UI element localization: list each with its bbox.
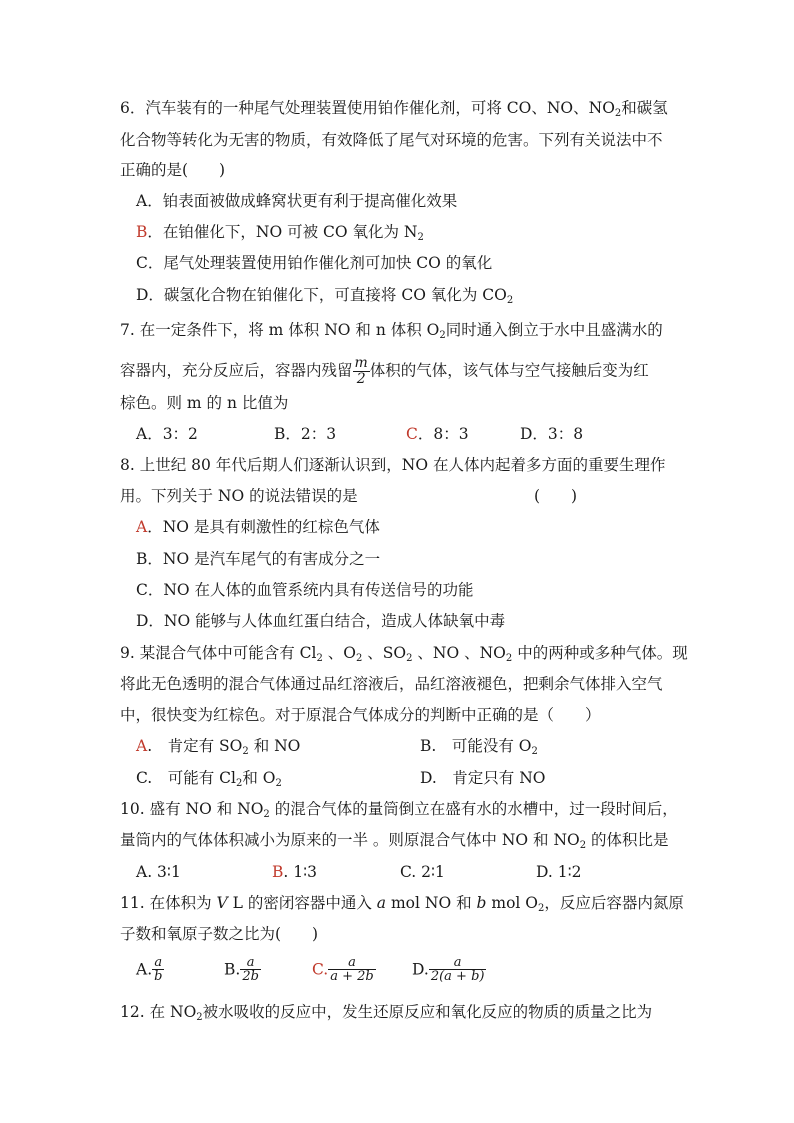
q8-line-1: 8. 上世纪 80 年代后期人们逐渐认识到，NO 在人体内起着多方面的重要生理作 bbox=[120, 456, 666, 474]
q9-line-1: 9. 某混合气体中可能含有 $Cl_2$ 、$O_2$ 、$SO_2$ 、NO 、$NO_2$ 中的两种或多种气体。现 bbox=[120, 644, 688, 664]
q8-option-b: B．NO 是汽车尾气的有害成分之一 bbox=[136, 550, 381, 568]
q6-line-3: 正确的是( ) bbox=[120, 161, 226, 179]
q6-line-1: 6．汽车装有的一种尾气处理装置使用铂作催化剂，可将 CO、NO、$NO_2$和碳氢 bbox=[120, 99, 668, 119]
q9-option-b: B. 可能没有 $O_2$ bbox=[420, 737, 538, 757]
q11-options bbox=[136, 956, 536, 996]
q9-line-3: 中，很快变为红棕色。对于原混合气体成分的判断中正确的是（ ） bbox=[120, 706, 601, 724]
q8-line-2: 用。下列关于 NO 的说法错误的是 ( ) bbox=[120, 487, 578, 505]
q10-option-a: A. 3∶1 bbox=[136, 863, 181, 881]
q9-option-a: A. 肯定有 $SO_2$ 和 NO bbox=[136, 737, 301, 757]
q7-option-c: C．8：3 bbox=[406, 425, 469, 443]
q8-option-c: C．NO 在人体的血管系统内具有传送信号的功能 bbox=[136, 581, 474, 599]
q7-line-1: 7. 在一定条件下，将 m 体积 NO 和 n 体积 $O_2$同时通入倒立于水中且盛满水的 bbox=[120, 321, 663, 341]
q6-option-a: A．铂表面被做成蜂窝状更有利于提高催化效果 bbox=[136, 192, 458, 210]
q7-line-2: 容器内，充分反应后，容器内残留 $\frac{m}{2}$ 体积的气体，该气体与空气接触后变为红 bbox=[120, 355, 649, 387]
q8-option-d: D．NO 能够与人体血红蛋白结合，造成人体缺氧中毒 bbox=[136, 612, 506, 630]
q7-option-a: A．3：2 bbox=[136, 425, 198, 443]
q9-option-d: D. 肯定只有 NO bbox=[420, 769, 546, 787]
q10-line-1: 10. 盛有 NO 和 $NO_2$ 的混合气体的量筒倒立在盛有水的水槽中，过一段时间后， bbox=[120, 800, 678, 820]
q11-line-2: 子数和氧原子数之比为( ) bbox=[120, 925, 319, 943]
q7-option-b: B．2：3 bbox=[274, 425, 337, 443]
q11-line-1: 11. 在体积为 V L 的密闭容器中通入 a mol NO 和 b mol $O_2$，反应后容器内氮原 bbox=[120, 894, 684, 914]
q7-option-d: D．3：8 bbox=[520, 425, 584, 443]
q11-option-a: A. $\frac{a}{b}$ bbox=[136, 955, 163, 984]
q11-option-d: D. $\frac{a}{2(a + b)}$ bbox=[412, 955, 485, 984]
q6-option-b: B．在铂催化下，NO 可被 CO 氧化为 $N_2$ bbox=[136, 223, 424, 243]
q9-line-2: 将此无色透明的混合气体通过品红溶液后，品红溶液褪色，把剩余气体排入空气 bbox=[120, 675, 663, 693]
q6-option-d: D．碳氢化合物在铂催化下，可直接将 CO 氧化为 $CO_2$ bbox=[136, 286, 514, 306]
q8-option-a: A．NO 是具有刺激性的红棕色气体 bbox=[136, 518, 380, 536]
q8-answer-paren: ( ) bbox=[534, 487, 578, 505]
q10-option-c: C. 2∶1 bbox=[400, 863, 445, 881]
q10-option-d: D. 1∶2 bbox=[536, 863, 582, 881]
q11-option-b: B. $\frac{a}{2b}$ bbox=[224, 955, 259, 984]
q7-line-3: 棕色。则 m 的 n 比值为 bbox=[120, 394, 289, 412]
q6-option-c: C．尾气处理装置使用铂作催化剂可加快 CO 的氧化 bbox=[136, 254, 493, 272]
q10-option-b: B. 1∶3 bbox=[272, 863, 318, 881]
q7-fraction: $\frac{m}{2}$ bbox=[354, 355, 368, 387]
q6-line-2: 化合物等转化为无害的物质，有效降低了尾气对环境的危害。下列有关说法中不 bbox=[120, 131, 663, 149]
q10-line-2: 量筒内的气体体积减小为原来的一半 。则原混合气体中 NO 和 $NO_2$ 的体积比是 bbox=[120, 831, 669, 851]
q9-option-c: C. 可能有 $Cl_2$和 $O_2$ bbox=[136, 769, 282, 789]
q11-option-c: C. $\frac{a}{a + 2b}$ bbox=[312, 955, 374, 984]
q12-line-1: 12. 在 $NO_2$被水吸收的反应中，发生还原反应和氧化反应的物质的质量之比为 bbox=[120, 1003, 653, 1023]
